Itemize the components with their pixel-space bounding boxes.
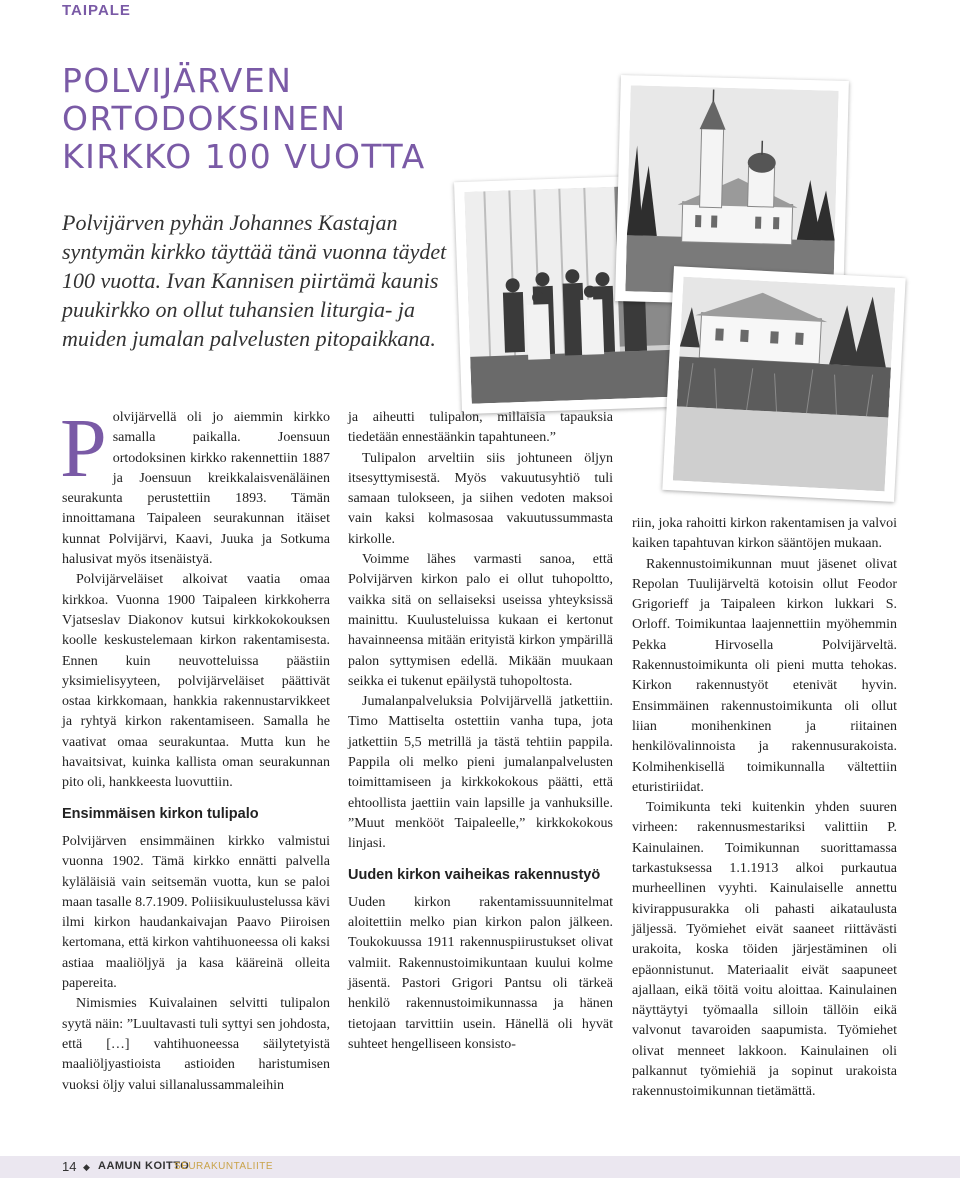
title-line-2: ORTODOKSINEN (62, 99, 347, 138)
lead-paragraph: Polvijärven pyhän Johannes Kastajan syntymän kirkko täyttää tänä vuonna täydet 100 vuotta. Ivan Kannisen piirtämä kaunis puukirkko on ollut tuhansien liturgia- ja muiden jumalan palvelusten pitopaikkana. (62, 210, 447, 351)
paragraph: Tulipalon arveltiin siis johtuneen öljyn itsesyttymisestä. Myös vakuutusyhtiö tuli samaan tulokseen, ja siihen vedoten maksoi vain kaksi kolmasosaa vakuutussummasta kirkolle. (348, 450, 613, 547)
article-title (62, 62, 462, 176)
paragraph: olvijärvellä oli jo aiemmin kirkko samalla paikalla. Joensuun ortodoksinen kirkko rakennettiin 1887 ja Joensuun kreikkalaisvenäläinen seurakunta perustettiin 1893. Tämän innoittamana Taipaleen seurakunnan itäiset kunnat Polvijärvi, Kaavi, Juuka ja Sotkuma halusivat myös itsenäistyä. (62, 410, 330, 568)
page-number: 14 (62, 1159, 77, 1174)
photo-parish-house (662, 266, 905, 502)
article-column-3 (632, 514, 897, 1103)
title-line-3: KIRKKO 100 VUOTTA (62, 137, 426, 176)
supplement-label: SEURAKUNTALIITE (174, 1161, 273, 1172)
paragraph: Polvijärven ensimmäinen kirkko valmistui vuonna 1902. Tämä kirkko ennätti palvella kyläläisiä vain seitsemän vuotta, kun se paloi maan tasalle 8.7.1909. Poliisikuulustelussa kävi ilmi kirkon haudankaivajan Paavo Piiroisen kertomana, että kirkon vahtihuoneessa oli kaksi astiaa maaliöljyä ja kasa kääreinä olleita papereita. (62, 833, 330, 992)
paragraph: Uuden kirkon rakentamissuunnitelmat aloitettiin melko pian kirkon palon jälkeen. Toukokuussa 1911 rakennuspiirustukset olivat valmiit. Rakennustoimikuntaan kuului kolme jäsentä. Pastori Grigori Pantsu oli tärkeä henkilö rakennustoimikunnassa ja hänen tietojaan tarvittiin usein. Hänellä oli hyvät suhteet hengelliseen konsisto- (348, 894, 613, 1052)
paragraph: Jumalanpalveluksia Polvijärvellä jatkettiin. Timo Mattiselta ostettiin vanha tupa, jota jatkettiin 5,5 metrillä ja tästä tehtiin pappila. Pappila oli melko pieni jumalanpalvelusten toimittamiseen ja kirkkokokous päätti, että ehtoollista jaettiin vain lapsille ja vanhuksille. ”Muut menkööt Taipaleelle,” kirkkokokous linjasi. (348, 694, 613, 852)
paragraph: riin, joka rahoitti kirkon rakentamisen ja valvoi kaiken tapahtuvan kirkon sääntöjen mukaan. (632, 516, 897, 552)
drop-cap: P (60, 402, 107, 495)
section-tag: TAIPALE (62, 2, 131, 19)
subheading: Uuden kirkon vaiheikas rakennustyö (348, 866, 601, 883)
paragraph: Nimismies Kuivalainen selvitti tulipalon syytä näin: ”Luultavasti tuli syttyi sen johdosta, että […] vahtihuoneessa säilytetyistä maaliöljyastioista astioiden haristumisen vuoksi öljy valui sillanalussammaleihin (62, 996, 330, 1093)
paragraph: Voimme lähes varmasti sanoa, että Polvijärven kirkon palo ei ollut tuhopoltto, vaikka sitä on sellaiseksi useissa yhteyksissä mainittu. Kuulusteluissa kukaan ei kertonut havainneensa mitään erityistä kirkon ympärillä palon syttymisen edellä. Mikään muukaan seikka ei tukenut epäilystä tuhopoltosta. (348, 552, 613, 689)
diamond-icon: ◆ (83, 1162, 90, 1172)
article-column-2 (348, 408, 613, 1055)
publication-logo: AAMUN KOITTO (98, 1160, 190, 1172)
paragraph: Toimikunta teki kuitenkin yhden suuren virheen: rakennusmestariksi valittiin P. Kainulainen. Toimikunnan suorittamassa tarkastuksessa 1.1.1913 alkoi purkautua murheellinen vyyhti. Kainulaiselle annettu kivirappusurakka oli pahasti aikataulusta jäljessä. Työmiehet eivät saaneet riittävästi urakoita, koska töiden järjestäminen oli epäonnistunut. Materiaalit eivät saapuneet ajallaan, eikä töitä voitu aloittaa. Kainulainen näyttäytyi työmaalla silloin tällöin eikä valvonut tavaroiden saapumista. Työmiehet olivat menneet lakkoon. Kainulainen oli palkannut työmiehiä ja sopinut urakoista rakennustoimikunnan tietämättä. (632, 800, 897, 1100)
title-line-1: POLVIJÄRVEN (62, 61, 293, 100)
subheading: Ensimmäisen kirkon tulipalo (62, 805, 259, 822)
paragraph: Polvijärveläiset alkoivat vaatia omaa kirkkoa. Vuonna 1900 Taipaleen kirkkoherra Vjatseslav Diakonov kutsui kirkkokokouksen koolle keskustelemaan kirkon rakentamisesta. Ennen kuin neuvotteluissa päästiin yksimielisyyteen, polvijärveläiset päättivät ostaa kirkkomaan, hankkia rakennustarvikkeet ja ryhtyä kirkon rakentamiseen. Samalla he vaativat omaa seurakuntaa. Mutta kun he havaitsivat, kuinka kallista oman seurakunnan pito oli, hankkeesta luovuttiin. (62, 572, 330, 791)
paragraph: ja aiheutti tulipalon, millaisia tapauksia tiedetään ennestäänkin tapahtuneen.” (348, 410, 613, 446)
article-column-1 (60, 402, 330, 1096)
page-footer (0, 1156, 960, 1178)
paragraph: Rakennustoimikunnan muut jäsenet olivat Repolan Tuulijärveltä kotoisin ollut Feodor Grigorieff ja Taipaleen kirkon lukkari S. Orloff. Toimikuntaa laajennettiin myöhemmin Pekka Hirvosella Polvijärveltä. Rakennustoimikunta oli pieni mutta tehokas. Kirkon rakennustyöt etenivät hyvin. Ensimmäinen rakennustoimikunta oli ollut liian monihenkinen ja riitainen henkilövalinnoista ja rakennusurakoista. Kolmihenkisellä toimikunnalla vältettiin eturistiriidat. (632, 556, 897, 795)
